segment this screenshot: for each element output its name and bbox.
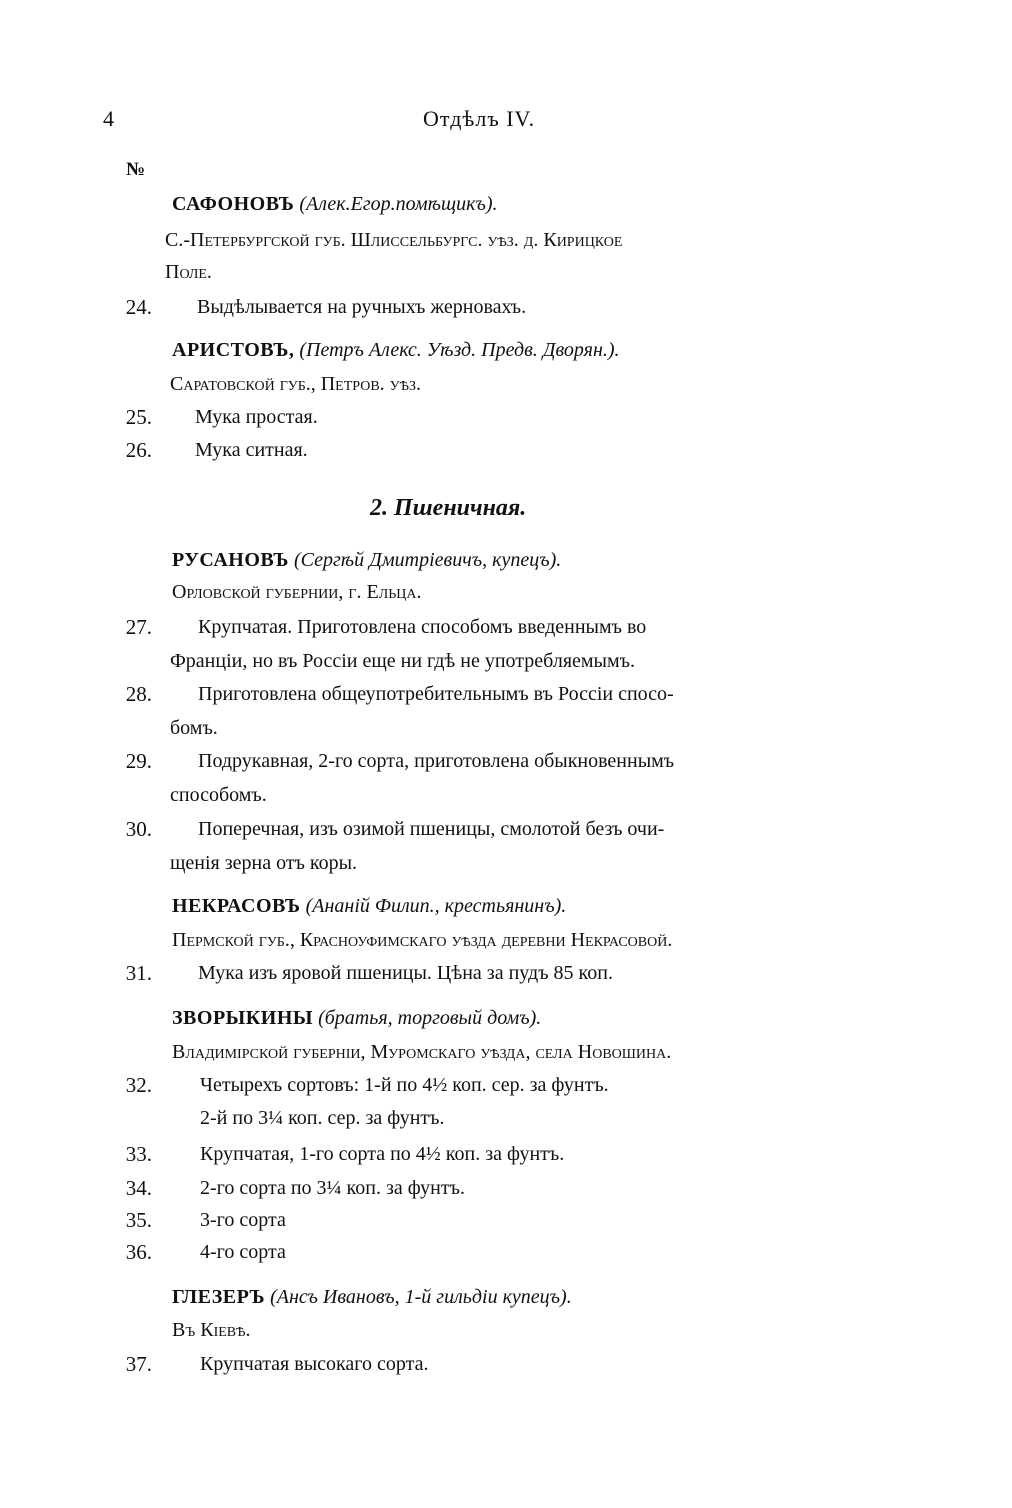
- exhibitor-details: (братья, торговый домъ).: [318, 1007, 542, 1029]
- exhibitor-location: Пермской губ., Красноуфимскаго уѣзда деревни Некрасовой.: [172, 929, 673, 951]
- item-text-cont: способомъ.: [170, 784, 267, 806]
- item-number: 30.: [125, 817, 152, 841]
- item-number: 35.: [125, 1208, 152, 1232]
- item-text: Приготовлена общеупотребительнымъ въ Россіи спосо-: [198, 683, 674, 705]
- item-text: Поперечная, изъ озимой пшеницы, смолотой безъ очи-: [198, 818, 665, 840]
- item-text: Мука изъ яровой пшеницы. Цѣна за пудъ 85 коп.: [198, 962, 613, 984]
- item-text-cont: бомъ.: [170, 717, 218, 739]
- page-number: 4: [103, 106, 114, 131]
- exhibitor-name: ГЛЕЗЕРЪ: [172, 1286, 266, 1308]
- exhibitor-name: АРИСТОВЪ,: [172, 339, 295, 361]
- item-number: 29.: [125, 749, 152, 773]
- exhibitor-details: (Ананій Филип., крестьянинъ).: [305, 895, 567, 917]
- exhibitor-location: Владимірской губерніи, Муромскаго уѣзда, села Новошина.: [172, 1041, 672, 1063]
- exhibitor-heading: [172, 194, 498, 214]
- running-header: Отдѣлъ IV.: [423, 106, 536, 131]
- item-number: 24.: [125, 295, 152, 319]
- exhibitor-location-cont: Поле.: [165, 261, 212, 283]
- exhibitor-name: ЗВОРЫКИНЫ: [172, 1007, 314, 1029]
- item-text: Выдѣлывается на ручныхъ жерновахъ.: [197, 296, 527, 318]
- item-number: 33.: [125, 1142, 152, 1166]
- exhibitor-details: (Алек.Егор.помѣщикъ).: [299, 193, 498, 215]
- item-number: 25.: [125, 405, 152, 429]
- item-text-cont: 2-й по 3¼ коп. сер. за фунтъ.: [200, 1107, 445, 1129]
- item-number: 28.: [125, 682, 152, 706]
- exhibitor-heading: [172, 550, 561, 570]
- exhibitor-details: (Ансъ Ивановъ, 1-й гильдіи купецъ).: [270, 1286, 572, 1308]
- item-number: 32.: [125, 1073, 152, 1097]
- exhibitor-details: (Петръ Алекс. Уѣзд. Предв. Дворян.).: [299, 339, 620, 361]
- exhibitor-details: (Сергѣй Дмитріевичъ, купецъ).: [293, 549, 562, 571]
- item-text: Крупчатая высокаго сорта.: [200, 1353, 429, 1375]
- item-text: Крупчатая. Приготовлена способомъ введеннымъ во: [198, 616, 647, 638]
- item-text: Крупчатая, 1-го сорта по 4½ коп. за фунтъ.: [200, 1143, 565, 1165]
- item-text-cont: Франціи, но въ Россіи еще ни гдѣ не употребляемымъ.: [170, 650, 635, 672]
- item-text: Подрукавная, 2-го сорта, приготовлена обыкновеннымъ: [198, 750, 675, 772]
- exhibitor-heading: [172, 896, 566, 916]
- exhibitor-location: Саратовской губ., Петров. уѣз.: [170, 373, 422, 395]
- section-title: 2. Пшеничная.: [370, 495, 527, 521]
- item-text: Четырехъ сортовъ: 1-й по 4½ коп. сер. за фунтъ.: [200, 1074, 609, 1096]
- exhibitor-heading: [172, 1287, 572, 1307]
- number-column-heading: №: [126, 159, 146, 180]
- item-number: 31.: [125, 961, 152, 985]
- item-text: 4-го сорта: [200, 1241, 286, 1263]
- exhibitor-location: Орловской губернии, г. Ельца.: [172, 581, 422, 603]
- exhibitor-name: САФОНОВЪ: [172, 193, 295, 215]
- exhibitor-name: НЕКРАСОВЪ: [172, 895, 301, 917]
- item-text: Мука простая.: [195, 406, 318, 428]
- item-number: 36.: [125, 1240, 152, 1264]
- item-text: 3-го сорта: [200, 1209, 286, 1231]
- item-number: 26.: [125, 438, 152, 462]
- exhibitor-heading: [172, 340, 620, 360]
- item-number: 34.: [125, 1176, 152, 1200]
- item-text-cont: щенія зерна отъ коры.: [170, 852, 358, 874]
- item-number: 27.: [125, 615, 152, 639]
- item-text: 2-го сорта по 3¼ коп. за фунтъ.: [200, 1177, 465, 1199]
- exhibitor-heading: [172, 1008, 541, 1028]
- exhibitor-name: РУСАНОВЪ: [172, 549, 289, 571]
- item-text: Мука ситная.: [195, 439, 308, 461]
- exhibitor-location: С.-Петербургской губ. Шлиссельбургс. уѣз. д. Кирицкое: [165, 229, 623, 251]
- item-number: 37.: [125, 1352, 152, 1376]
- exhibitor-location: Въ Кіевѣ.: [172, 1319, 251, 1341]
